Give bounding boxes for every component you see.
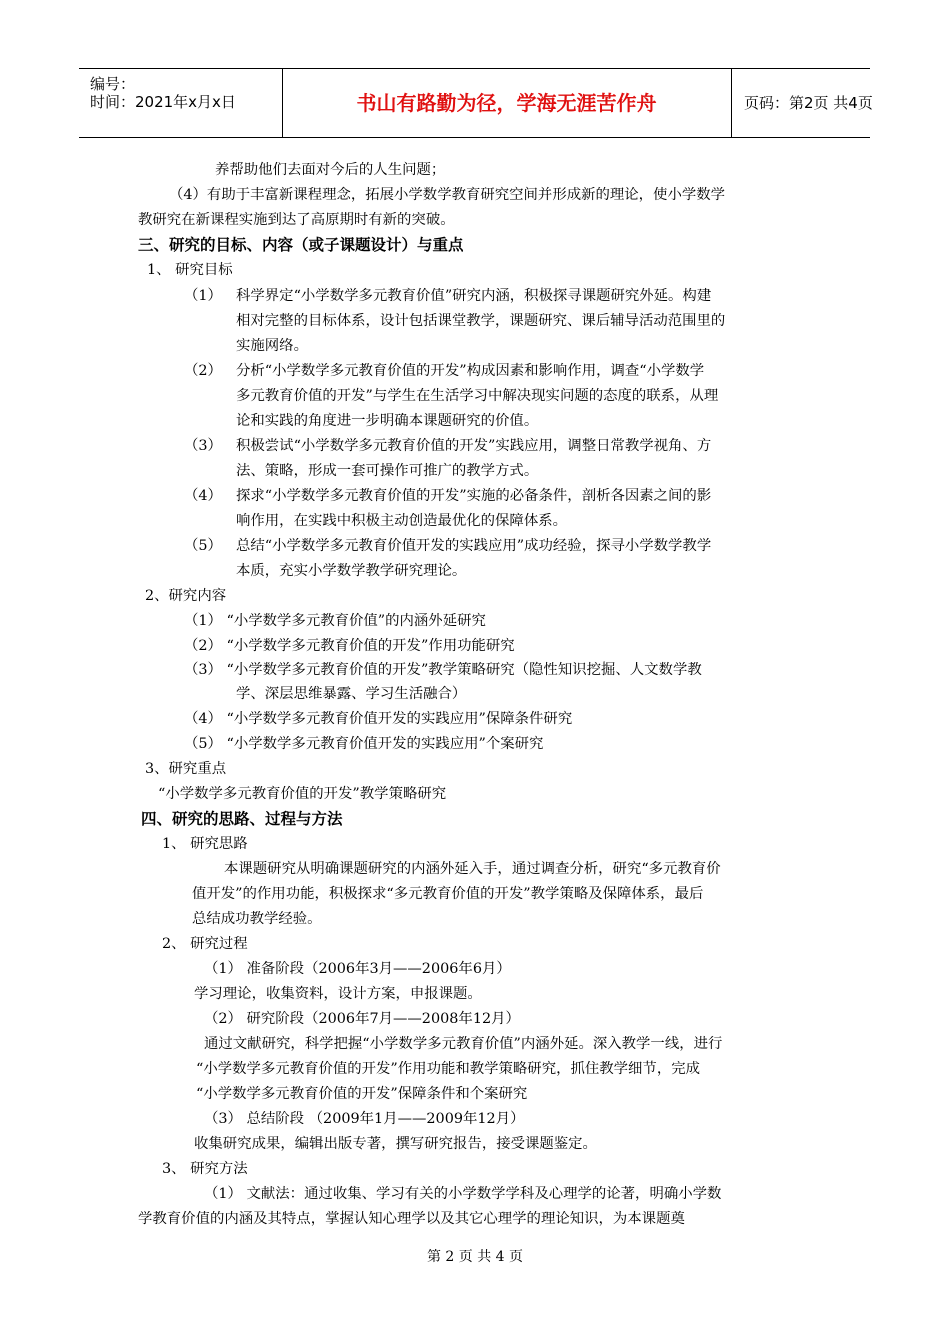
text-line: “小学数学多元教育价值的开发”保障条件和个案研究 (196, 1086, 528, 1102)
text-line: 相对完整的目标体系，设计包括课堂教学，课题研究、课后辅导活动范围里的 (236, 313, 726, 329)
text-line: 通过文献研究，科学把握“小学数学多元教育价值”内涵外延。深入教学一线，进行 (204, 1036, 723, 1052)
text-line: 收集研究成果，编辑出版专著，撰写研究报告，接受课题鉴定。 (194, 1136, 597, 1152)
subsection-heading: 1、 研究思路 (162, 836, 248, 852)
stage-heading: （1） 准备阶段（2006年3月——2006年6月） (204, 961, 511, 977)
text-line: 总结成功教学经验。 (192, 911, 322, 927)
subsection-heading: 3、研究重点 (145, 761, 227, 777)
subsection-heading: 2、 研究过程 (162, 936, 248, 952)
motto: 书山有路勤为径，学海无涯苦作舟 (282, 69, 732, 137)
list-item: （4） “小学数学多元教育价值开发的实践应用”保障条件研究 (184, 711, 573, 727)
text-line: 学、深层思维暴露、学习生活融合） (236, 686, 467, 702)
subsection-heading: 3、 研究方法 (162, 1161, 248, 1177)
section-heading: 三、研究的目标、内容（或子课题设计）与重点 (138, 236, 464, 254)
stage-heading: （2） 研究阶段（2006年7月——2008年12月） (204, 1011, 520, 1027)
text-line: 养帮助他们去面对今后的人生问题； (215, 162, 446, 178)
text-line: 学习理论，收集资料，设计方案，申报课题。 (194, 986, 482, 1002)
text-line: “小学数学多元教育价值的开发”作用功能和教学策略研究，抓住教学细节，完成 (196, 1061, 700, 1077)
date-label: 时间：2021年x月x日 (90, 93, 236, 111)
text-line: 科学界定“小学数学多元教育价值”研究内涵，积极探寻课题研究外延。构建 (236, 288, 712, 304)
item-number: （4） (184, 488, 222, 504)
text-line: 响作用，在实践中积极主动创造最优化的保障体系。 (236, 513, 567, 529)
header-info (79, 69, 283, 137)
text-line: 总结“小学数学多元教育价值开发的实践应用”成功经验，探寻小学数学教学 (236, 538, 712, 554)
text-line: 论和实践的角度进一步明确本课题研究的价值。 (236, 413, 539, 429)
number-label: 编号： (90, 75, 136, 93)
page-header (79, 68, 873, 138)
text-line: 分析“小学数学多元教育价值的开发”构成因素和影响作用，调查“小学数学 (236, 363, 705, 379)
page-footer: 第 2 页 共 4 页 (426, 1249, 524, 1265)
item-number: （2） (184, 363, 222, 379)
text-line: 多元教育价值的开发”与学生在生活学习中解决现实问题的态度的联系，从理 (236, 388, 719, 404)
text-line: 本课题研究从明确课题研究的内涵外延入手，通过调查分析，研究“多元教育价 (224, 861, 721, 877)
list-item: （3） “小学数学多元教育价值的开发”教学策略研究（隐性知识挖掘、人文数学教 (184, 662, 702, 678)
list-item: （2） “小学数学多元教育价值的开发”作用功能研究 (184, 638, 515, 654)
text-line: 本质，充实小学数学教学研究理论。 (236, 563, 467, 579)
text-line: 值开发”的作用功能，积极探求“多元教育价值的开发”教学策略及保障体系，最后 (192, 886, 704, 902)
text-line: （1） 文献法：通过收集、学习有关的小学数学学科及心理学的论著，明确小学数 (204, 1186, 722, 1202)
item-number: （5） (184, 538, 222, 554)
list-item: （1） “小学数学多元教育价值”的内涵外延研究 (184, 613, 486, 629)
subsection-heading: 1、 研究目标 (147, 262, 233, 278)
stage-heading: （3） 总结阶段 （2009年1月——2009年12月） (204, 1111, 525, 1127)
page-indicator: 页码：第2页 共4页 (744, 94, 873, 112)
text-line: 实施网络。 (236, 338, 308, 354)
item-number: （1） (184, 288, 222, 304)
text-line: “小学数学多元教育价值的开发”教学策略研究 (158, 786, 447, 802)
section-heading: 四、研究的思路、过程与方法 (141, 810, 343, 828)
text-line: 探求“小学数学多元教育价值的开发”实施的必备条件，剖析各因素之间的影 (236, 488, 712, 504)
text-line: 积极尝试“小学数学多元教育价值的开发”实践应用，调整日常教学视角、方 (236, 438, 712, 454)
text-line: （4）有助于丰富新课程理念，拓展小学数学教育研究空间并形成新的理论，使小学数学 (169, 187, 726, 203)
text-line: 法、策略，形成一套可操作可推广的教学方式。 (236, 463, 539, 479)
item-number: （3） (184, 438, 222, 454)
subsection-heading: 2、研究内容 (145, 588, 227, 604)
list-item: （5） “小学数学多元教育价值开发的实践应用”个案研究 (184, 736, 544, 752)
text-line: 学教育价值的内涵及其特点，掌握认知心理学以及其它心理学的理论知识，为本课题奠 (138, 1211, 685, 1227)
text-line: 教研究在新课程实施到达了高原期时有新的突破。 (138, 212, 455, 228)
